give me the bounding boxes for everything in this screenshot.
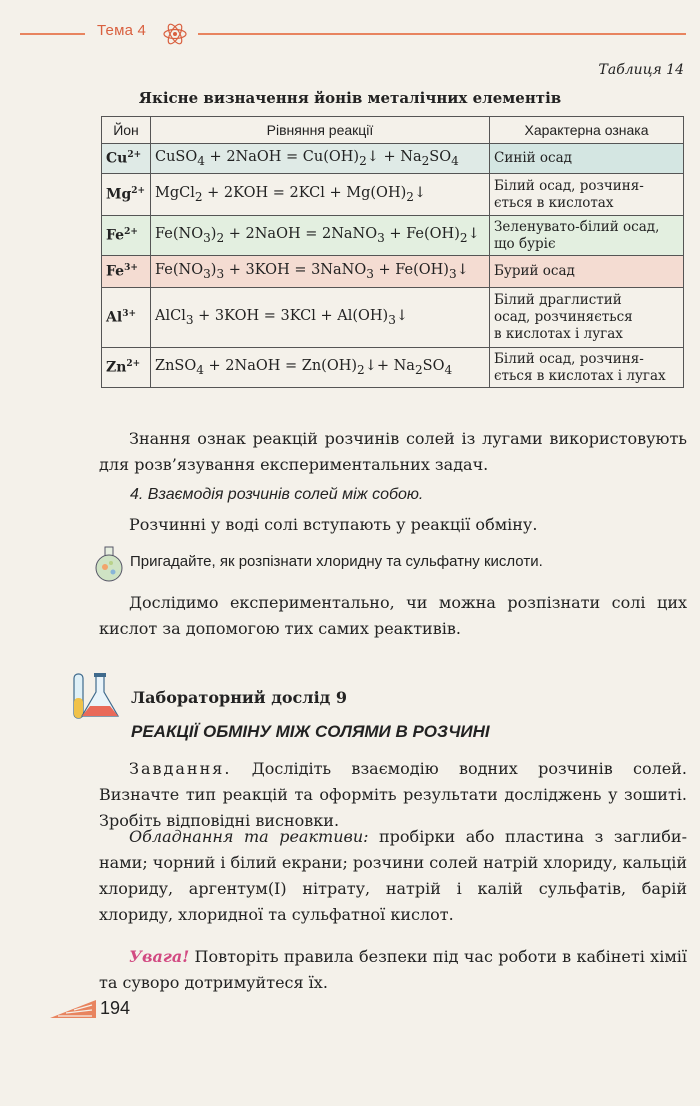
table-header-row	[102, 117, 684, 144]
column-header: Рівняння реакції	[151, 117, 490, 144]
header-rule-right	[198, 33, 686, 35]
equation-cell: $Fe(NO_3)_3 + 3KOH$ = 3NaNO$_3$ + $Fe(OH)_3↓$	[151, 256, 490, 288]
task-label: Завдання.	[129, 759, 232, 778]
ion-cell: $Fe^{2+}$	[102, 216, 151, 256]
table-row	[102, 216, 684, 256]
task-text: Дослідіть взаємодію водних розчинів солей. Визначте тип реакцій та оформіть результати досліджень у зошиті. Зробіть відповідні висновки.	[99, 759, 687, 830]
table-row	[102, 256, 684, 288]
topic-label: Тема 4	[97, 22, 147, 39]
table-row	[102, 288, 684, 348]
ion-cell: $Al^{3+}$	[102, 288, 151, 348]
sign-cell: Синій осад	[490, 144, 684, 174]
page-header	[0, 22, 700, 44]
lab-title: Лабораторний дослід 9	[131, 688, 348, 707]
page-corner-ornament	[50, 998, 98, 1020]
equation-cell: AlCl$_3$ + $3KOH = 3KCl + Al(OH)_3↓$	[151, 288, 490, 348]
column-header: Характерна ознака	[490, 117, 684, 144]
column-header: Йон	[102, 117, 151, 144]
table-row	[102, 144, 684, 174]
lab-glassware-icon	[68, 672, 124, 724]
lab-equipment	[99, 824, 687, 928]
table-title: Якісне визначення йонів металічних елементів	[138, 89, 562, 107]
equation-cell: $Fe(NO_3)_2$ + 2NaOH = 2NaNO$_3$ + $Fe(OH)_2↓$	[151, 216, 490, 256]
equipment-label: Обладнання та реактиви:	[129, 827, 369, 846]
sign-cell: Білий осад, розчиня- ється в кислотах і лугах	[490, 348, 684, 388]
table-row	[102, 348, 684, 388]
paragraph: Розчинні у воді солі вступають у реакції обміну.	[129, 515, 538, 534]
recall-prompt: Пригадайте, як розпізнати хлоридну та сульфатну кислоти.	[130, 553, 543, 570]
atom-icon	[160, 22, 190, 46]
lab-task	[99, 756, 687, 834]
section-heading: 4. Взаємодія розчинів солей між собою.	[130, 486, 424, 503]
equation-cell: CuSO$_4$ + 2NaOH = $Cu(OH)_2↓ + Na_2SO_4$	[151, 144, 490, 174]
sign-cell: Білий осад, розчиня- ється в кислотах	[490, 174, 684, 216]
ion-cell: $Mg^{2+}$	[102, 174, 151, 216]
equation-cell: MgCl$_2$ + $2KOH = 2KCl + Mg(OH)_2↓$	[151, 174, 490, 216]
warning-text: Повторіть правила безпеки під час роботи в кабінеті хімії та суворо дотримуйтеся їх.	[99, 947, 687, 992]
equation-cell: ZnSO$_4$ + 2NaOH = $Zn(OH)_2↓+ Na_2SO_4$	[151, 348, 490, 388]
ion-cell: $Fe^{3+}$	[102, 256, 151, 288]
page-number: 194	[100, 998, 131, 1018]
sign-cell: Зеленувато-білий осад, що буріє	[490, 216, 684, 256]
paragraph: Знання ознак реакцій розчинів солей із лугами використовують для розв’язування експериментальних задач.	[99, 429, 687, 474]
equipment-text: пробірки або пластина з заглибинами; чорний і білий екрани; розчини солей натрій хлориду, кальцій хлориду, аргентум(I) нітрату, натрій і калій сульфатів, барій хлориду, хлоридної та сульфатної кислот.	[99, 827, 687, 924]
flask-icon	[92, 545, 126, 583]
header-rule-left	[20, 33, 85, 35]
safety-warning	[99, 944, 687, 996]
sign-cell: Білий драглистий осад, розчиняється в кислотах і лугах	[490, 288, 684, 348]
paragraph: Дослідимо експериментально, чи можна розпізнати солі цих кислот за допомогою тих самих реактивів.	[99, 593, 687, 638]
lab-heading: РЕАКЦІЇ ОБМІНУ МІЖ СОЛЯМИ В РОЗЧИНІ	[131, 722, 490, 741]
warning-label: Увага!	[129, 947, 190, 966]
ions-table	[101, 116, 684, 388]
ion-cell: $Cu^{2+}$	[102, 144, 151, 174]
ion-cell: $Zn^{2+}$	[102, 348, 151, 388]
sign-cell: Бурий осад	[490, 256, 684, 288]
table-caption: Таблиця 14	[598, 62, 684, 78]
table-row	[102, 174, 684, 216]
